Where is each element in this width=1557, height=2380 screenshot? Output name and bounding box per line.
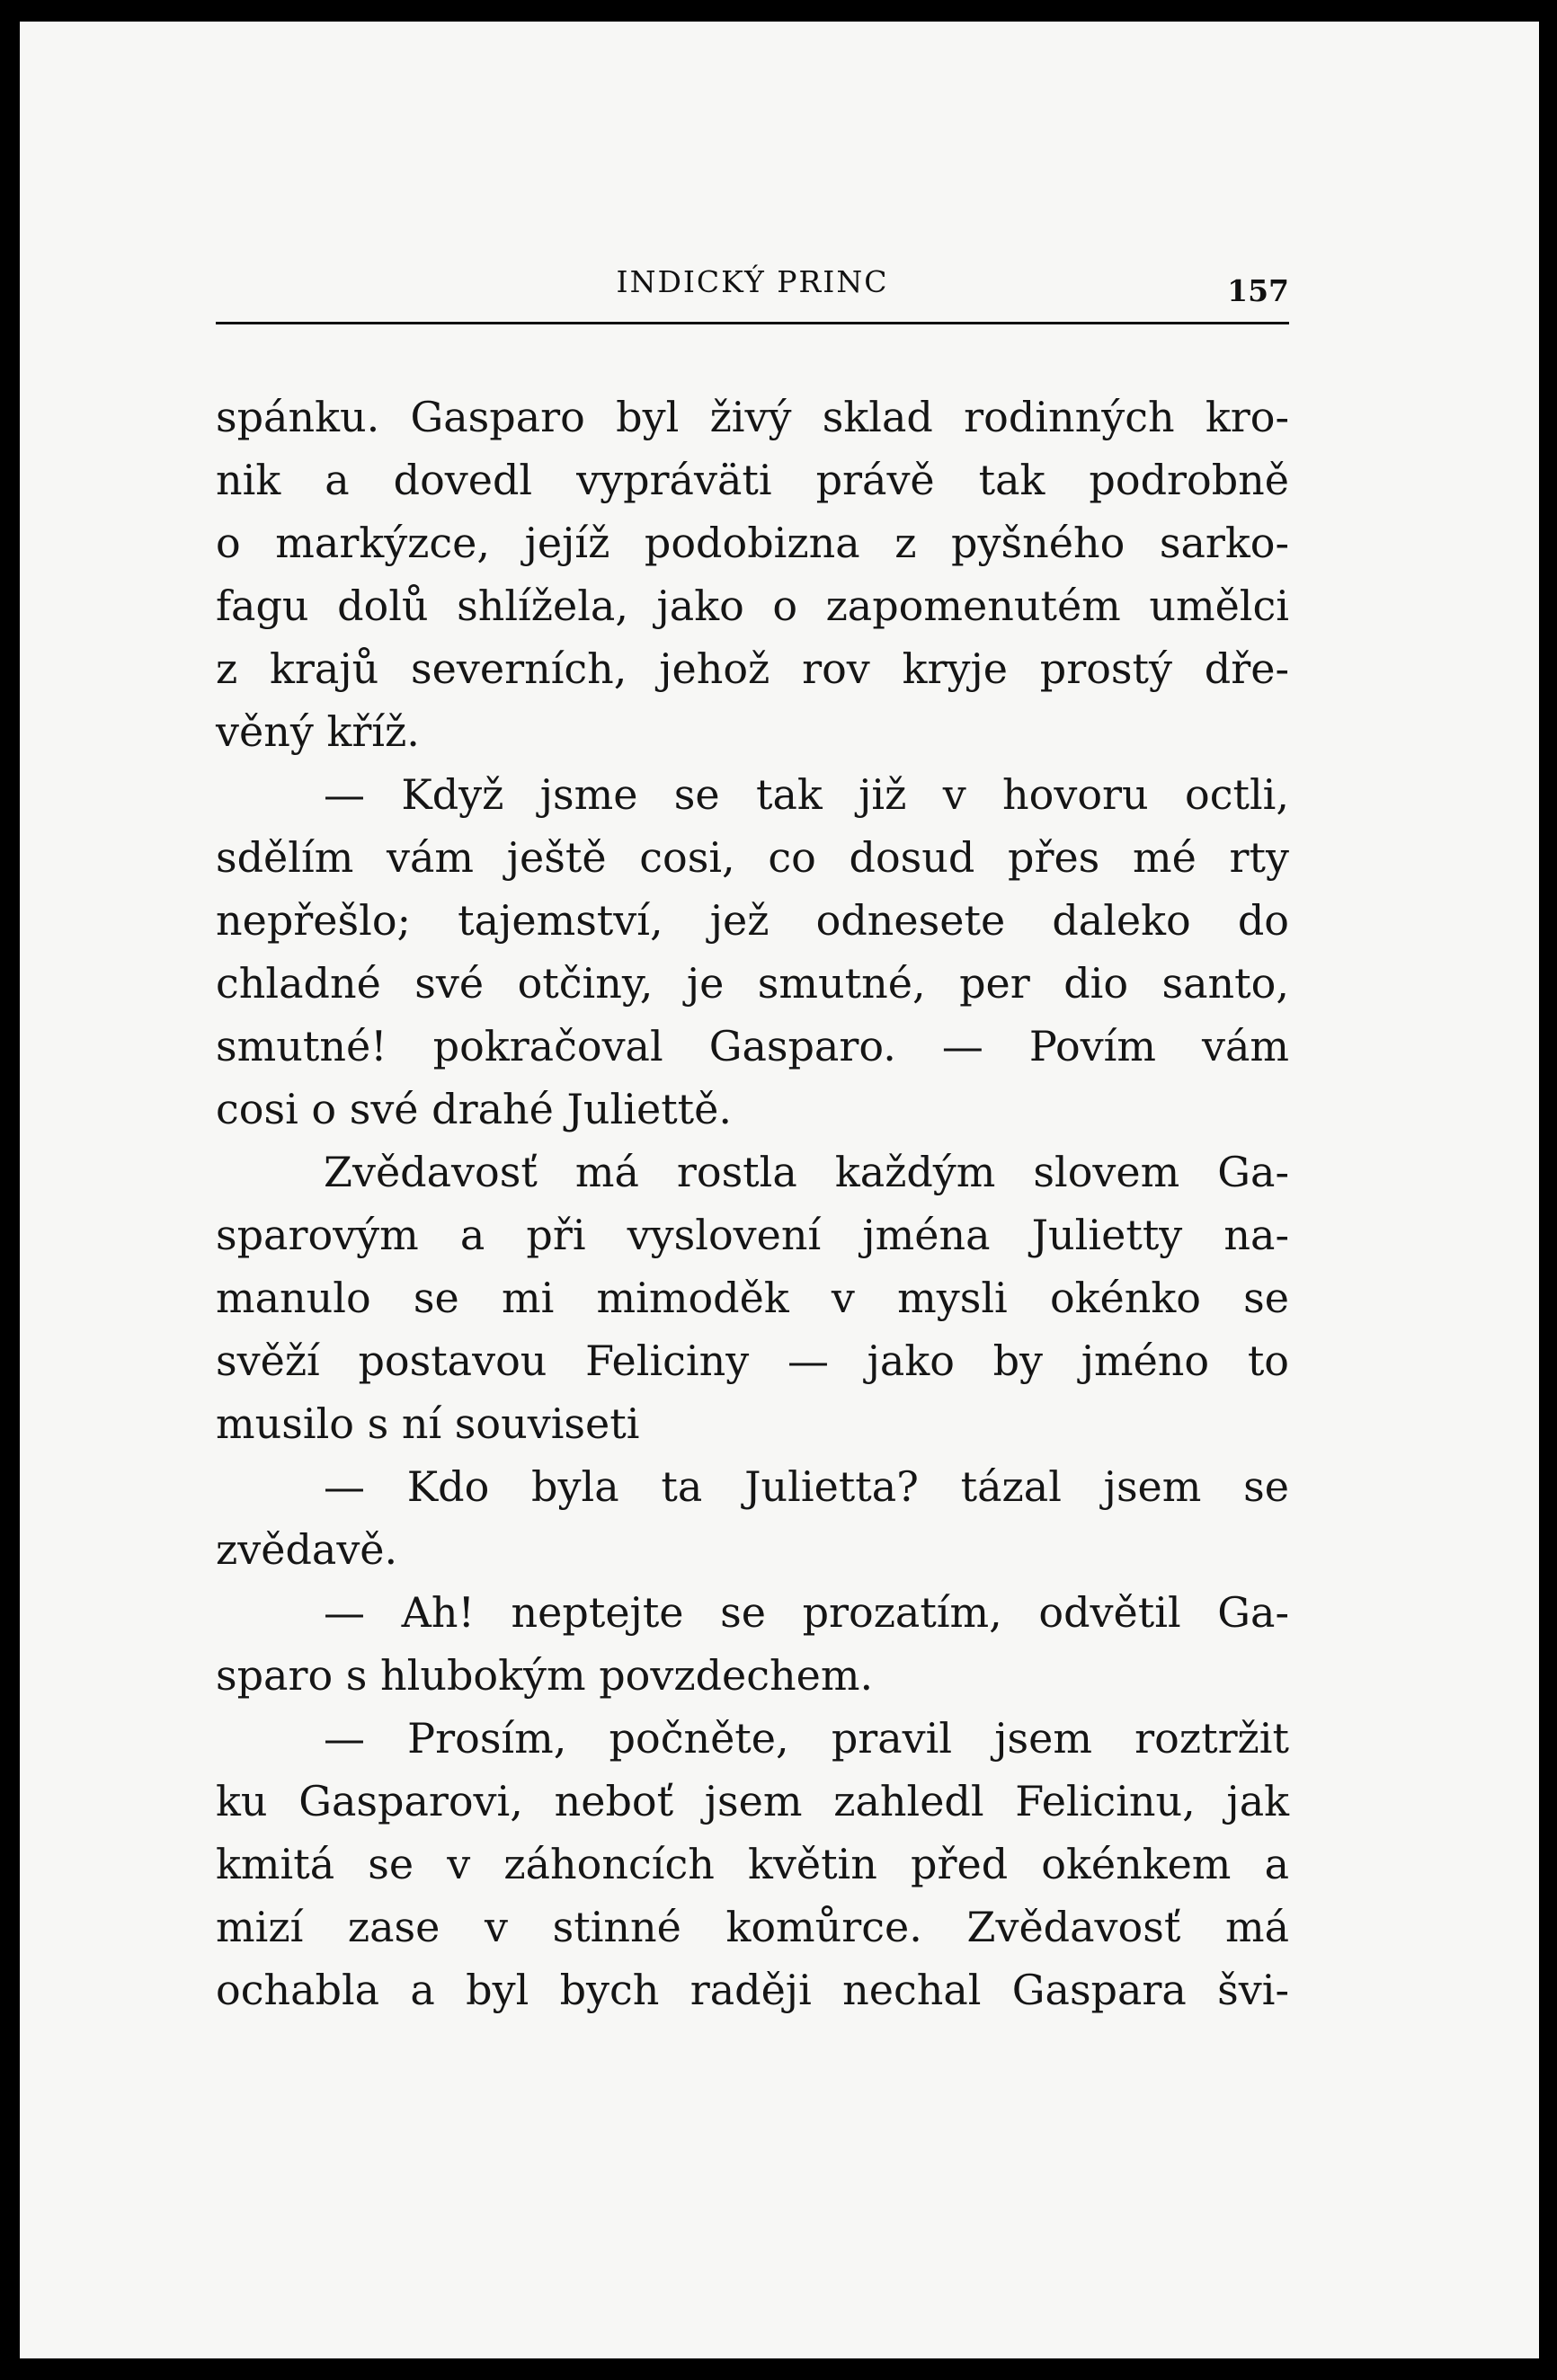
text-line: zvědavě. [216, 1525, 398, 1574]
scan-edge-left [0, 0, 20, 2380]
text-line: mizí zase v stinné komůrce. Zvědavosť má [216, 1903, 1289, 1951]
text-line: fagu dolů shlížela, jako o zapomenutém umělci [216, 582, 1289, 630]
text-line: — Kdo byla ta Julietta? tázal jsem se [324, 1462, 1289, 1511]
text-line: smutné! pokračoval Gasparo. — Povím vám [216, 1022, 1289, 1070]
page-header [216, 262, 1289, 324]
text-line: kmitá se v záhoncích květin před okénkem a [216, 1840, 1289, 1888]
text-line: o markýzce, jejíž podobizna z pyšného sarko- [216, 519, 1289, 567]
text-line: spánku. Gasparo byl živý sklad rodinných kro- [216, 393, 1289, 441]
text-line: sparo s hlubokým povzdechem. [216, 1651, 874, 1700]
text-line: nik a dovedl vypráväti právě tak podrobně [216, 456, 1289, 504]
text-line: cosi o své drahé Juliettě. [216, 1085, 733, 1133]
scan-edge-right [1539, 0, 1557, 2380]
text-line: nepřešlo; tajemství, jež odnesete daleko do [216, 896, 1289, 945]
running-title: INDICKÝ PRINC [616, 264, 889, 299]
text-line: Zvědavosť má rostla každým slovem Ga- [324, 1148, 1289, 1196]
text-line: sdělím vám ještě cosi, co dosud přes mé rty [216, 833, 1289, 882]
text-line: — Prosím, počněte, pravil jsem roztržit [324, 1714, 1289, 1763]
body-text [216, 386, 1289, 2021]
text-line: ochabla a byl bych raději nechal Gaspara švi- [216, 1966, 1289, 2014]
text-line: sparovým a při vyslovení jména Julietty na- [216, 1211, 1289, 1259]
text-line: svěží postavou Feliciny — jako by jméno to [216, 1337, 1289, 1385]
text-line: ku Gasparovi, neboť jsem zahledl Felicinu, jak [216, 1777, 1289, 1825]
text-line: — Když jsme se tak již v hovoru octli, [324, 770, 1289, 819]
text-line: z krajů severních, jehož rov kryje prostý dře- [216, 644, 1289, 693]
text-line: chladné své otčiny, je smutné, per dio santo, [216, 959, 1289, 1008]
scan-edge-bottom [0, 2358, 1557, 2380]
text-line: manulo se mi mimoděk v mysli okénko se [216, 1274, 1289, 1322]
page-number: 157 [1227, 273, 1289, 308]
text-line: musilo s ní souviseti [216, 1399, 640, 1448]
text-line: věný kříž. [216, 707, 420, 756]
text-line: — Ah! neptejte se prozatím, odvětil Ga- [324, 1588, 1289, 1637]
